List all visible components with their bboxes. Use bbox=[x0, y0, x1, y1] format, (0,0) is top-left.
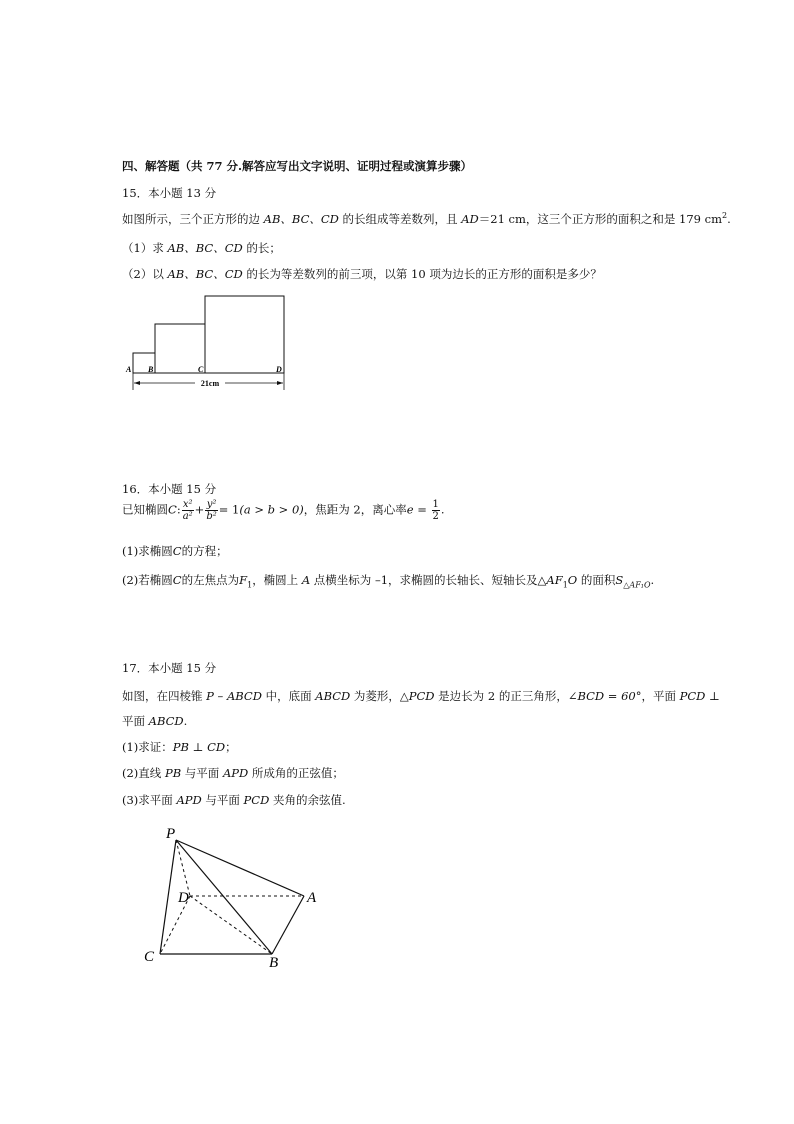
q16-p2-curve: C bbox=[172, 573, 182, 587]
q15-stem-sides: AB、BC、CD bbox=[263, 212, 339, 226]
q17-pyramid: P – ABCD bbox=[206, 689, 262, 703]
q17-p2-text-b: 与平面 bbox=[181, 766, 223, 780]
q17-part3 bbox=[122, 792, 346, 808]
q17-p1-end: ； bbox=[225, 740, 237, 754]
q17-p1-expr: PB ⊥ CD bbox=[172, 740, 226, 754]
q16-frac-y bbox=[205, 499, 217, 522]
dim-arrow-left bbox=[134, 381, 140, 385]
q16-half-den: 2 bbox=[432, 511, 439, 522]
q17-plane-abcd: ABCD bbox=[148, 714, 184, 728]
q16-p1-text-b: 的方程； bbox=[181, 544, 228, 558]
q17-stem-text-d: 是边长为 2 的正三角形， bbox=[434, 689, 568, 703]
q16-p2-text-d: 点横坐标为 –1，求椭圆的长轴长、短轴长及 bbox=[310, 573, 538, 587]
q16-p2-text-b: 的左焦点为 bbox=[181, 573, 240, 587]
q15-p1-text-b: 的长； bbox=[242, 241, 281, 255]
q16-stem bbox=[122, 499, 445, 522]
q15-p2-sides: AB、BC、CD bbox=[167, 267, 243, 281]
q15-stem-sup: 2 bbox=[722, 211, 728, 221]
label-b: B bbox=[269, 955, 279, 971]
label-d: D bbox=[178, 890, 189, 906]
q16-condition: (a > b > 0) bbox=[239, 502, 304, 517]
q17-stem-text-b: 中，底面 bbox=[261, 689, 316, 703]
q17-stem bbox=[122, 688, 720, 704]
label-b: B bbox=[148, 365, 154, 374]
q17-p1-text-a: (1)求证： bbox=[122, 740, 173, 754]
q17-angle: ∠BCD = 60° bbox=[567, 689, 642, 703]
q17-base: ABCD bbox=[315, 689, 351, 703]
q16-frac-x bbox=[182, 499, 194, 522]
q15-header: 15．本小题 13 分 bbox=[122, 186, 217, 200]
label-d: D bbox=[276, 365, 282, 374]
label-a: A bbox=[126, 365, 132, 374]
square-cd bbox=[205, 296, 284, 373]
q16-half-num: 1 bbox=[432, 499, 439, 510]
q16-p2-text-c: ，椭圆上 bbox=[252, 573, 302, 587]
q17-p2-apd: APD bbox=[222, 766, 249, 780]
label-c: C bbox=[144, 949, 155, 965]
q17-pyramid-figure bbox=[140, 822, 330, 971]
q16-a2: a² bbox=[182, 511, 193, 522]
q15-stem-text-b: 的长组成等差数列，且 bbox=[338, 212, 462, 226]
q17-plane-pcd: PCD bbox=[679, 689, 706, 703]
q16-p1-curve: C bbox=[172, 544, 182, 558]
q16-colon: : bbox=[176, 502, 181, 517]
q15-stem-end: . bbox=[727, 212, 731, 226]
q15-p2-text-b: 的长为等差数列的前三项，以第 10 项为边长的正方形的面积是多少？ bbox=[242, 267, 602, 281]
q16-x2: x² bbox=[182, 499, 193, 510]
q16-p2-text-e: 的面积 bbox=[577, 573, 616, 587]
q15-stem bbox=[122, 211, 731, 227]
q16-area-sub: △AF₁O bbox=[623, 580, 651, 590]
q16-part2 bbox=[122, 572, 654, 589]
q16-f1-sub: 1 bbox=[247, 580, 253, 590]
q17-stem2-end: . bbox=[183, 714, 188, 728]
q17-p2-text-a: (2)直线 bbox=[122, 766, 165, 780]
dim-label: 21cm bbox=[200, 379, 220, 388]
q16-p2-end: . bbox=[650, 573, 655, 587]
q17-p3-text-c: 夹角的余弦值. bbox=[269, 793, 346, 807]
q16-triangle-o: O bbox=[567, 573, 578, 587]
q17-stem-text-c: 为菱形， bbox=[350, 689, 400, 703]
edge-pc bbox=[160, 840, 176, 954]
q15-p1-sides: AB、BC、CD bbox=[167, 241, 243, 255]
q15-stem-text-c: ＝21 cm，这三个正方形的面积之和是 179 cm bbox=[478, 212, 722, 226]
q16-point-a: A bbox=[301, 573, 311, 587]
label-a: A bbox=[307, 890, 317, 906]
q16-plus: + bbox=[194, 502, 205, 517]
q17-header: 17．本小题 15 分 bbox=[122, 661, 217, 675]
q16-b2: b² bbox=[206, 511, 217, 522]
q16-header: 16．本小题 15 分 bbox=[122, 482, 217, 496]
q15-squares-figure bbox=[120, 290, 295, 395]
edge-pb bbox=[176, 840, 272, 954]
q15-part2 bbox=[122, 266, 602, 282]
q16-y2: y² bbox=[206, 499, 217, 510]
q16-stem-text-a: 已知椭圆 bbox=[122, 502, 168, 517]
edge-ba bbox=[272, 896, 304, 954]
q17-part1 bbox=[122, 739, 237, 755]
q15-p2-text-a: （2）以 bbox=[122, 267, 168, 281]
q17-stem-line2 bbox=[122, 713, 187, 729]
q17-p3-apd: APD bbox=[176, 793, 202, 807]
q17-p3-text-a: (3)求平面 bbox=[122, 793, 177, 807]
section-header: 四、解答题（共 77 分.解答应写出文字说明、证明过程或演算步骤） bbox=[122, 159, 473, 173]
edge-pa bbox=[176, 840, 304, 896]
q16-e: e bbox=[406, 502, 414, 517]
q17-p2-pb: PB bbox=[164, 766, 182, 780]
q16-triangle-sub: 1 bbox=[562, 580, 568, 590]
q17-stem-text-f: ⊥ bbox=[705, 689, 720, 703]
q16-frac-half bbox=[432, 499, 440, 522]
q16-stem-end: . bbox=[440, 502, 445, 517]
q17-triangle: △PCD bbox=[399, 689, 435, 703]
q17-p2-text-c: 所成角的正弦值； bbox=[248, 766, 344, 780]
q17-p3-pcd: PCD bbox=[243, 793, 270, 807]
q15-p1-text-a: （1）求 bbox=[122, 241, 168, 255]
q16-triangle: △AF bbox=[537, 573, 563, 587]
q16-p2-text-a: (2)若椭圆 bbox=[122, 573, 173, 587]
q15-part1 bbox=[122, 240, 281, 256]
q16-area-s: S bbox=[615, 573, 624, 587]
q16-f1: F bbox=[239, 573, 248, 587]
q17-p3-text-b: 与平面 bbox=[201, 793, 244, 807]
q16-part1 bbox=[122, 543, 228, 559]
q16-curve: C bbox=[168, 502, 177, 517]
q17-part2 bbox=[122, 765, 344, 781]
q17-stem-text-a: 如图，在四棱锥 bbox=[122, 689, 207, 703]
dim-arrow-right bbox=[277, 381, 283, 385]
q16-p1-text-a: (1)求椭圆 bbox=[122, 544, 173, 558]
q15-stem-text-a: 如图所示，三个正方形的边 bbox=[122, 212, 264, 226]
q15-stem-ad: AD bbox=[461, 212, 479, 226]
q16-stem-text-b: ，焦距为 2，离心率 bbox=[303, 502, 407, 517]
q16-eq: = bbox=[413, 502, 431, 517]
q16-equals-one: = 1 bbox=[218, 502, 240, 517]
label-p: P bbox=[166, 826, 176, 842]
label-c: C bbox=[198, 365, 204, 374]
q17-stem2-text-a: 平面 bbox=[122, 714, 149, 728]
q17-stem-text-e: ，平面 bbox=[641, 689, 680, 703]
